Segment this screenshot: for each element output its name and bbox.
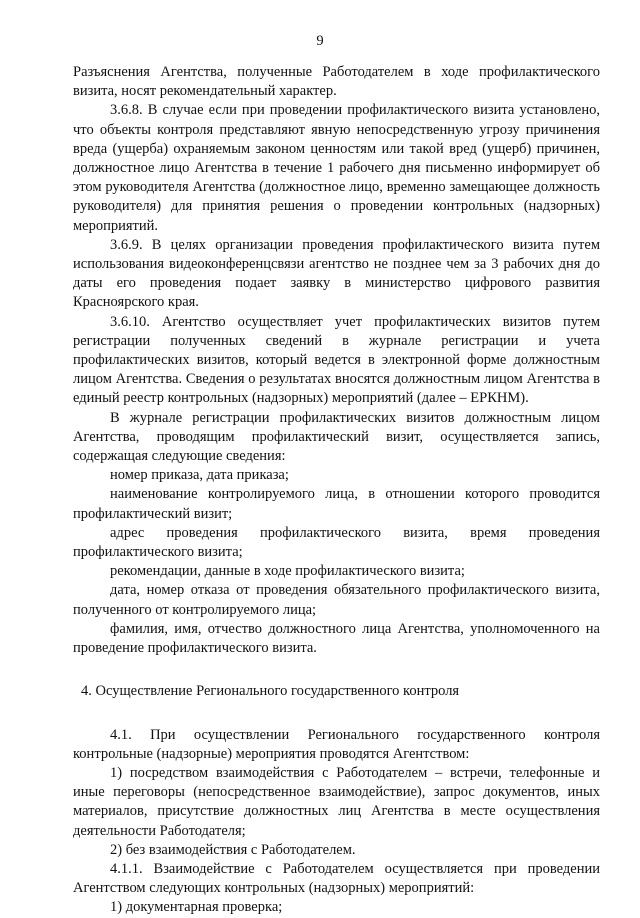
- list-item: фамилия, имя, отчество должностного лица Агентства, уполномоченного на проведение профилактического визита.: [73, 620, 600, 657]
- list-item: наименование контролируемого лица, в отношении которого проводится профилактический визит;: [73, 486, 600, 522]
- paragraph: 3.6.9. В целях организации проведения профилактического визита путем использования видеоконференцсвязи агентство не позднее чем за 3 рабочих дня до даты его проведения подает заявку в министерство цифрового развития Красноярского края.: [73, 236, 600, 311]
- list-item: 1) документарная проверка;: [110, 899, 283, 916]
- list-item: 2) без взаимодействия с Работодателем.: [110, 841, 356, 858]
- document-body: [73, 63, 600, 918]
- section-heading: 4. Осуществление Регионального государственного контроля: [81, 683, 460, 700]
- list-item: 1) посредством взаимодействия с Работодателем – встречи, телефонные и иные переговоры (непосредственное взаимодействие), запрос документов, иных материалов, присутствие должностных лиц Агентства в месте осуществления деятельности Работодателя;: [73, 764, 600, 839]
- paragraph: 4.1.1. Взаимодействие с Работодателем осуществляется при проведении Агентством следующих контрольных (надзорных) мероприятий:: [73, 860, 600, 897]
- page-number: 9: [316, 33, 324, 49]
- paragraph: В журнале регистрации профилактических визитов должностным лицом Агентства, проводящим профилактический визит, осуществляется запись, содержащая следующие сведения:: [73, 409, 600, 465]
- list-item: рекомендации, данные в ходе профилактического визита;: [110, 563, 465, 580]
- paragraph: 3.6.10. Агентство осуществляет учет профилактических визитов путем регистрации полученных сведений в журнале регистрации и учета профилактических визитов, который ведется в электронной форме должностным лицом Агентства. Сведения о результатах вносятся должностным лицом Агентства в единый реестр контрольных (надзорных) мероприятий (далее – ЕРКНМ).: [73, 313, 600, 407]
- list-item: номер приказа, дата приказа;: [110, 467, 289, 484]
- paragraph: 4.1. При осуществлении Регионального государственного контроля контрольные (надзорные) мероприятия проводятся Агентством:: [73, 726, 600, 762]
- paragraph: Разъяснения Агентства, полученные Работодателем в ходе профилактического визита, носят рекомендательный характер.: [73, 64, 600, 100]
- paragraph: 3.6.8. В случае если при проведении профилактического визита установлено, что объекты контроля представляют явную непосредственную угрозу причинения вреда (ущерба) охраняемым законом ценностям или такой вред (ущерб) причинен, должностное лицо Агентства в течение 1 рабочего дня письменно информирует об этом руководителя Агентства (должностное лицо, временно замещающее должность руководителя) для принятия решения о проведении контрольных (надзорных) мероприятий.: [73, 102, 600, 234]
- list-item: адрес проведения профилактического визита, время проведения профилактического визита;: [73, 524, 600, 561]
- list-item: дата, номер отказа от проведения обязательного профилактического визита, полученного от контролируемого лица;: [73, 582, 600, 618]
